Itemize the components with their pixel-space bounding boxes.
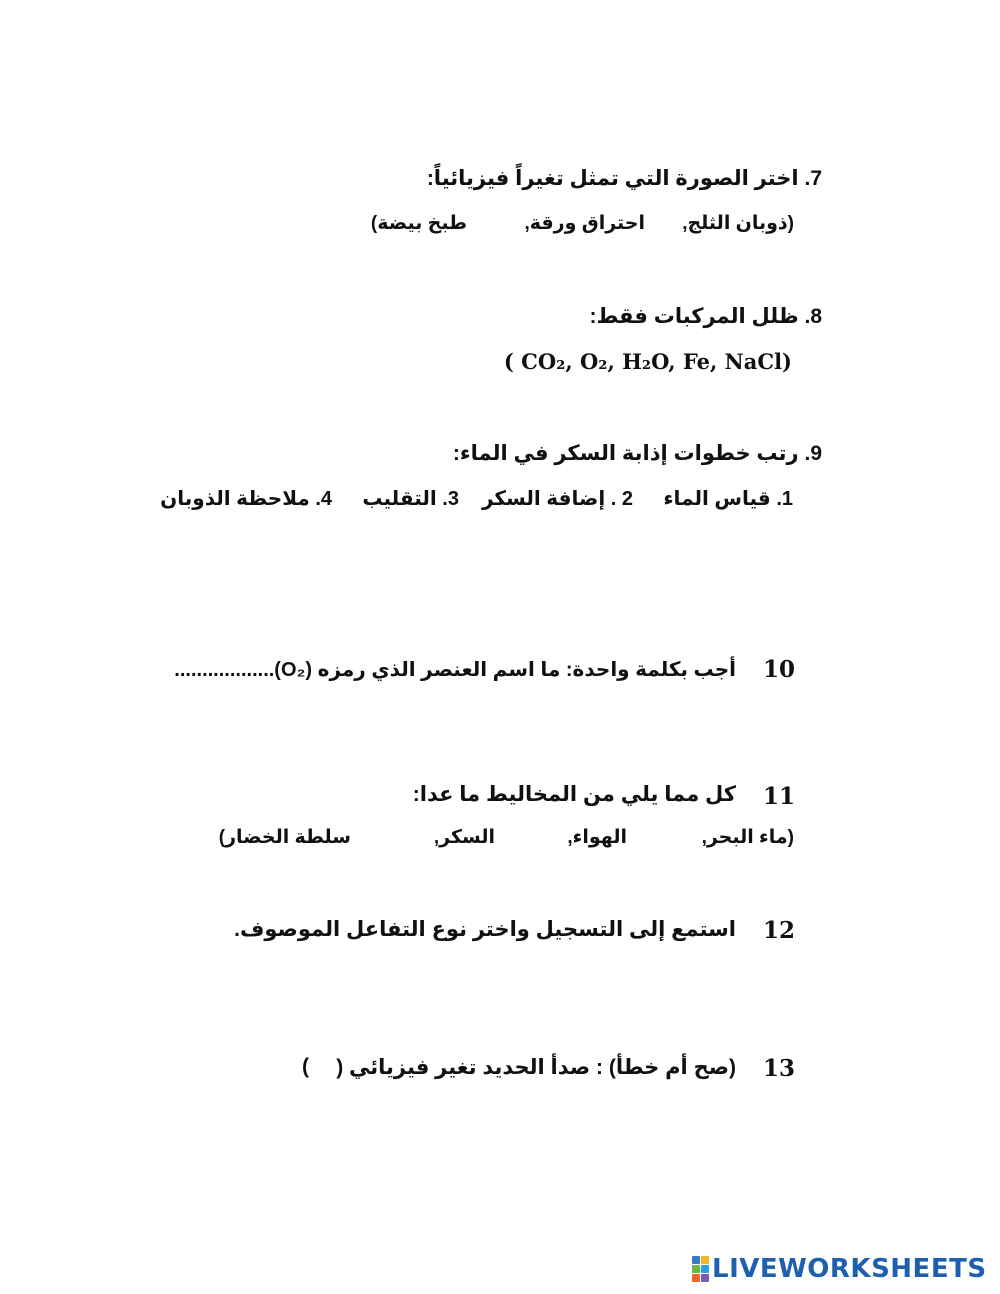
q9-step-4[interactable]: 4. ملاحظة الذوبان xyxy=(160,488,332,510)
q11-option-2[interactable]: الهواء, xyxy=(567,827,627,848)
q13-number: 13 xyxy=(763,1055,796,1082)
q7-option-1[interactable]: (ذوبان الثلج, xyxy=(682,213,794,234)
liveworksheets-logo xyxy=(692,1254,987,1284)
brand-name: LIVEWORKSHEETS xyxy=(712,1254,987,1284)
q11-option-1[interactable]: (ماء البحر, xyxy=(701,827,794,848)
q12-text: استمع إلى التسجيل واختر نوع التفاعل الموصوف. xyxy=(234,918,736,941)
q13-answer-blank[interactable] xyxy=(318,1052,380,1082)
q11-option-4[interactable]: سلطة الخضار) xyxy=(218,827,351,848)
q13-close-paren: ) xyxy=(302,1055,309,1078)
q9-step-3[interactable]: 3. التقليب xyxy=(362,488,459,510)
q9-step-2[interactable]: 2 . إضافة السكر xyxy=(481,488,633,510)
q11-number: 11 xyxy=(763,783,796,810)
q8-label: 8. ظلل المركبات فقط: xyxy=(589,305,822,328)
q10-text: أجب بكلمة واحدة: ما اسم العنصر الذي رمزه (O₂).................. xyxy=(174,659,736,681)
q9-label: 9. رتب خطوات إذابة السكر في الماء: xyxy=(452,442,822,465)
q8-formula-list[interactable]: ( CO₂, O₂, H₂O, Fe, NaCl) xyxy=(503,349,792,374)
q9-step-1[interactable]: 1. قياس الماء xyxy=(663,488,793,510)
q7-option-3[interactable]: طبخ بيضة) xyxy=(370,213,467,234)
q12-number: 12 xyxy=(763,917,796,944)
q13-text: (صح أم خطأ) : صدأ الحديد تغير فيزيائي ( xyxy=(336,1056,736,1079)
liveworksheets-logo-icon xyxy=(692,1256,709,1282)
q7-label: 7. اختر الصورة التي تمثل تغيراً فيزيائياً: xyxy=(426,167,822,190)
q7-option-2[interactable]: احتراق ورقة, xyxy=(524,213,645,234)
q10-number: 10 xyxy=(763,656,796,683)
q11-label: كل مما يلي من المخاليط ما عدا: xyxy=(412,783,736,806)
q11-option-3[interactable]: السكر, xyxy=(433,827,495,848)
